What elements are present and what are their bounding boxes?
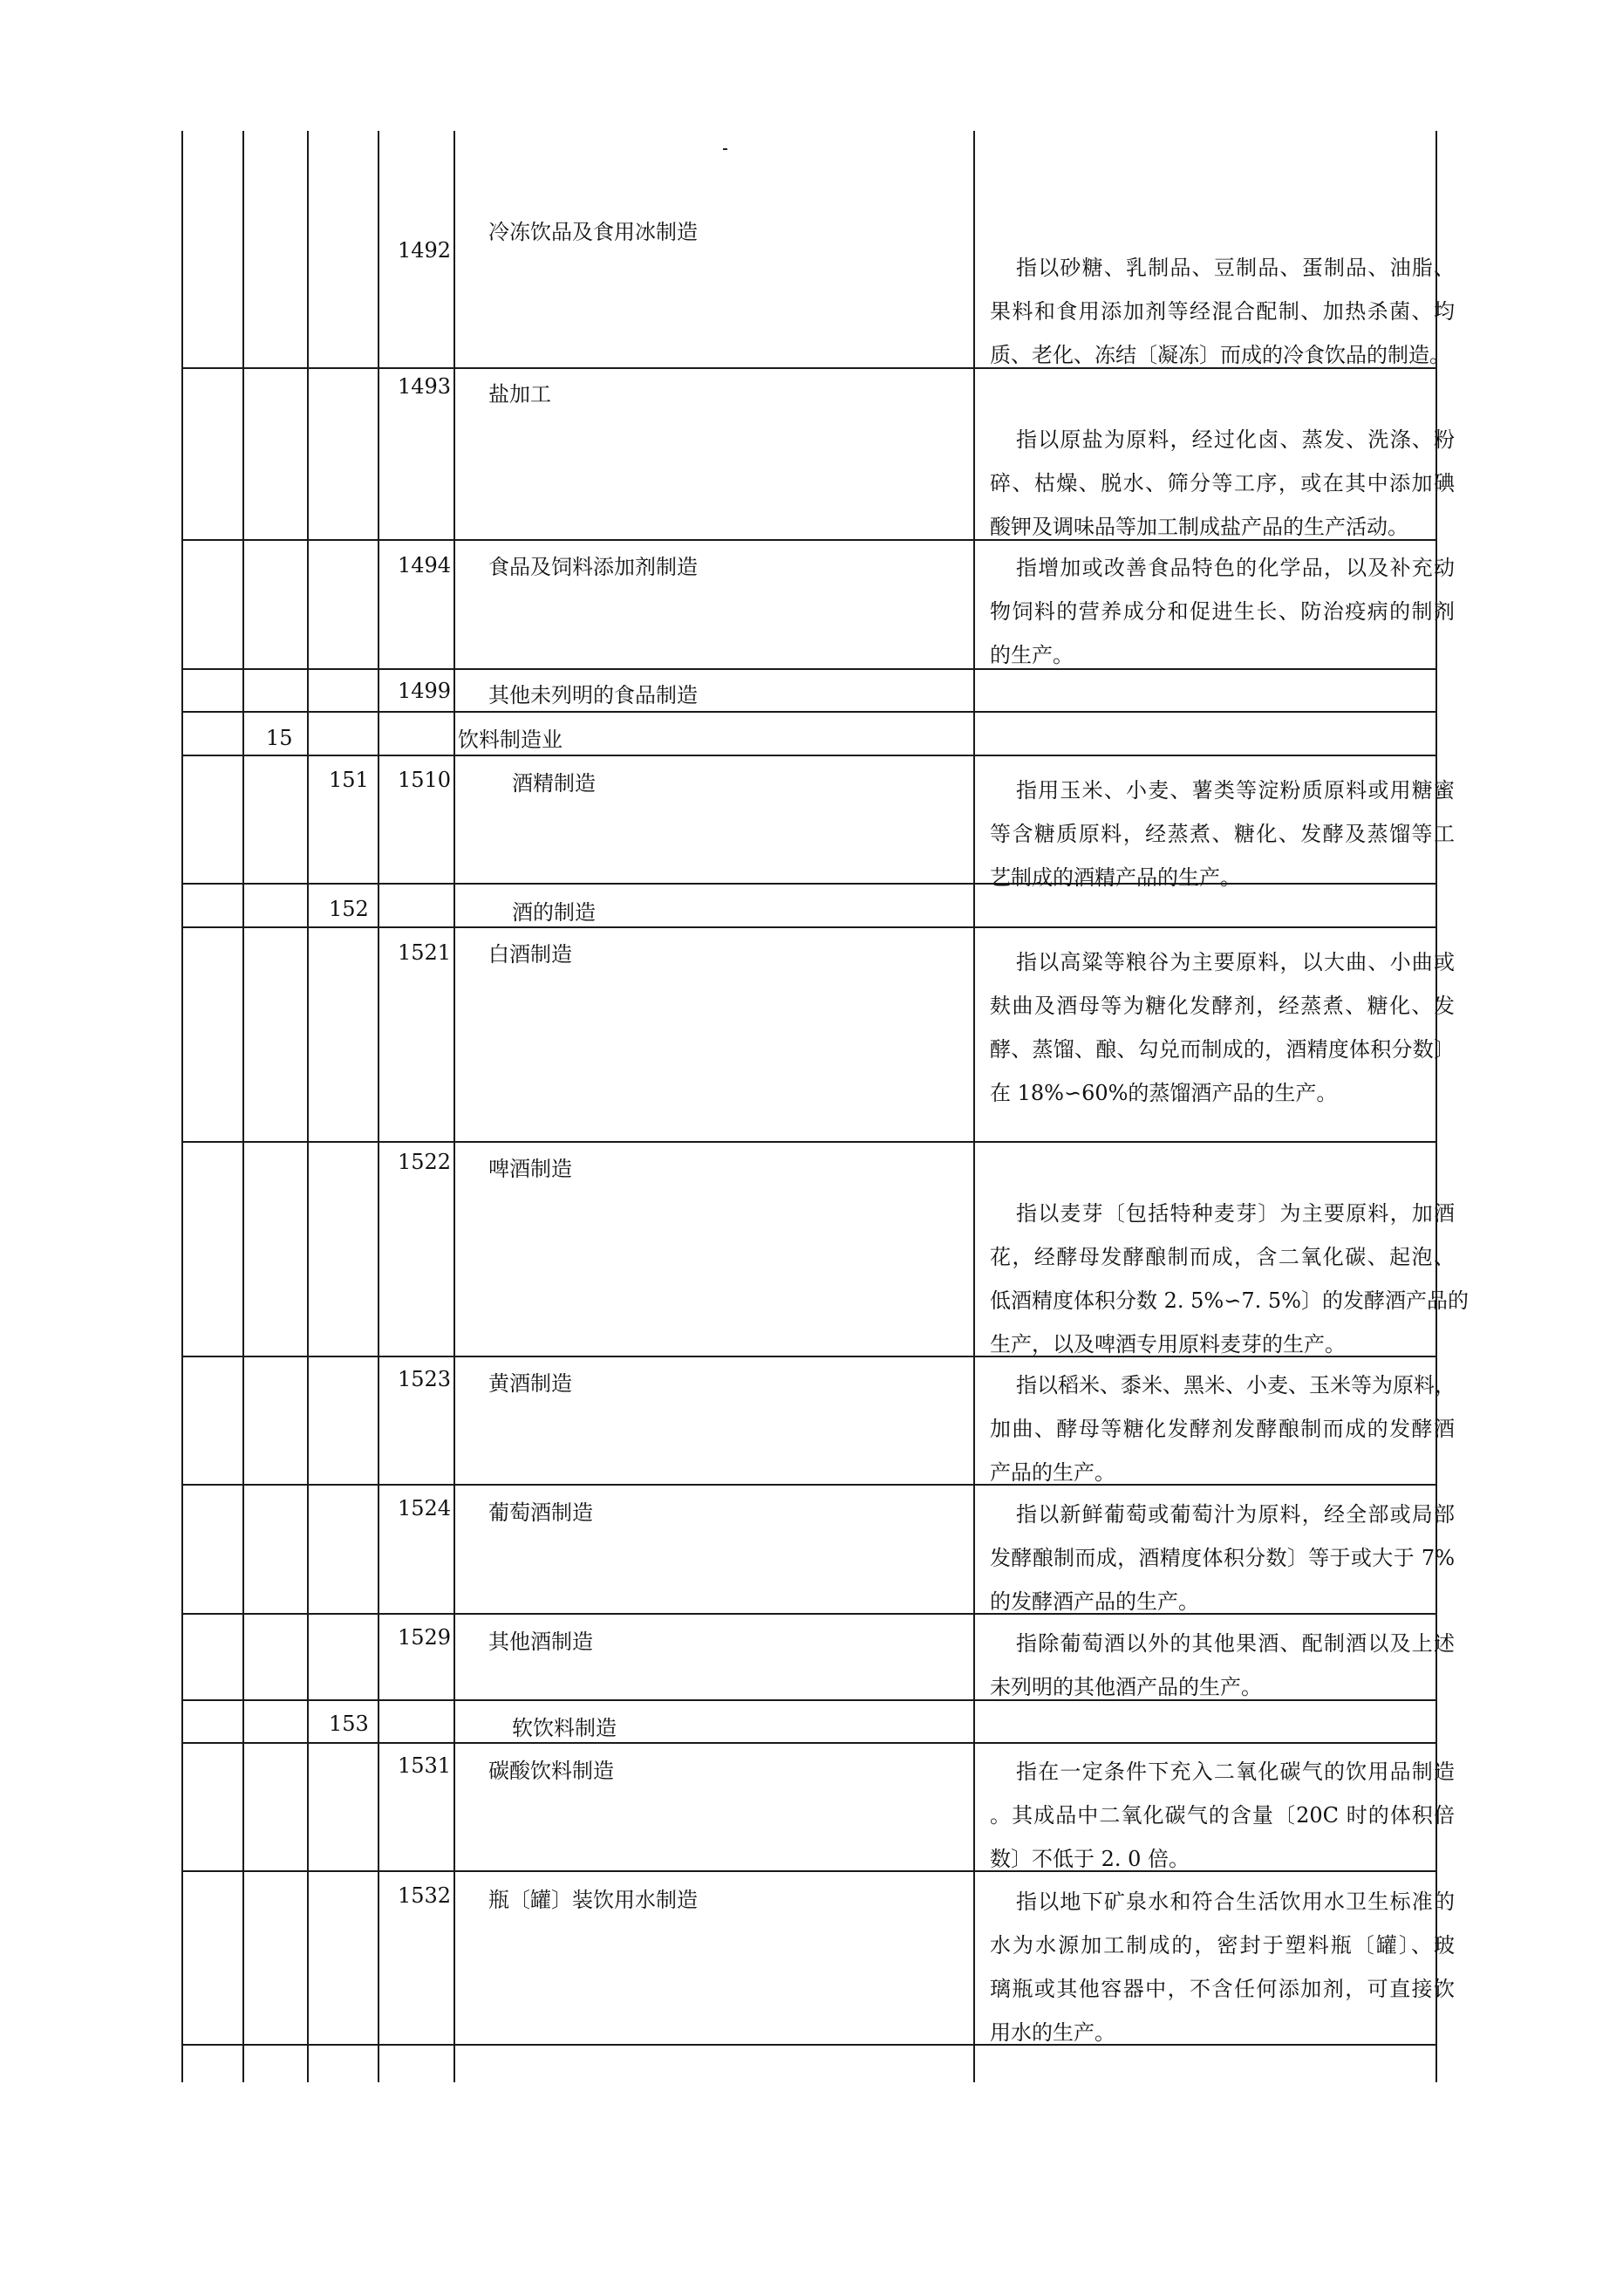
code-minor: 1529	[398, 1625, 452, 1650]
table-border-left	[181, 131, 183, 2082]
item-description: 指以稻米、黍米、黑米、小麦、玉米等为原料， 加曲、酵母等糖化发酵剂发酵酿制而成的发酵酒 产品的生产。	[990, 1373, 1456, 1485]
item-description: 指除葡萄酒以外的其他果酒、配制酒以及上述 未列明的其他酒产品的生产。	[990, 1631, 1455, 1699]
stray-mark	[723, 148, 727, 150]
item-name: 瓶〔罐〕装饮用水制造	[488, 1888, 698, 1912]
row-divider	[181, 926, 1437, 928]
row-divider	[181, 755, 1437, 756]
column-divider	[307, 131, 309, 2082]
row-divider	[181, 1742, 1437, 1744]
code-mid: 153	[329, 1712, 369, 1736]
item-name: 软饮料制造	[512, 1716, 617, 1740]
code-minor: 1524	[398, 1496, 452, 1520]
code-minor: 1510	[398, 768, 452, 792]
item-description: 指以地下矿泉水和符合生活饮用水卫生标准的 水为水源加工制成的，密封于塑料瓶〔罐〕、玻 璃瓶或其他容器中，不含任何添加剂，可直接饮 用水的生产。	[990, 1889, 1455, 2045]
column-divider	[378, 131, 379, 2082]
item-name: 啤酒制造	[488, 1157, 572, 1181]
row-divider	[181, 1141, 1437, 1143]
column-divider	[453, 131, 455, 2082]
item-description: 指在一定条件下充入二氧化碳气的饮用品制造 。其成品中二氧化碳气的含量〔20C 时的体积倍 数〕不低于 2. 0 倍。	[990, 1760, 1455, 1871]
item-name: 食品及饲料添加剂制造	[488, 555, 698, 579]
code-minor: 1499	[398, 679, 452, 703]
code-major: 15	[266, 726, 293, 750]
code-minor: 1494	[398, 553, 452, 577]
code-minor: 1532	[398, 1883, 452, 1908]
code-minor: 1523	[398, 1367, 452, 1391]
item-name: 酒精制造	[512, 771, 596, 796]
item-description: 指以高粱等粮谷为主要原料，以大曲、小曲或 麸曲及酒母等为糖化发酵剂，经蒸煮、糖化、发 酵、蒸馏、酿、勾兑而制成的，酒精度体积分数〕 在 18%∽60%的蒸馏酒产品的生产。	[990, 950, 1455, 1105]
code-mid: 151	[329, 768, 369, 792]
item-name: 其他酒制造	[488, 1630, 593, 1654]
code-minor: 1492	[398, 238, 452, 263]
code-minor: 1531	[398, 1753, 452, 1778]
item-description: 指用玉米、小麦、薯类等淀粉质原料或用糖蜜 等含糖质原料，经蒸煮、糖化、发酵及蒸馏等工 艺制成的酒精产品的生产。	[990, 778, 1455, 890]
code-minor: 1493	[398, 374, 452, 399]
row-divider	[181, 711, 1437, 713]
column-divider	[242, 131, 244, 2082]
item-name: 碳酸饮料制造	[488, 1759, 614, 1783]
item-description: 指以新鲜葡萄或葡萄汁为原料，经全部或局部 发酵酿制而成，酒精度体积分数〕等于或大于 7% 的发酵酒产品的生产。	[990, 1502, 1455, 1614]
code-minor: 1521	[398, 940, 452, 965]
code-mid: 152	[329, 897, 369, 921]
item-name: 饮料制造业	[458, 728, 563, 752]
item-description: 指以麦芽〔包括特种麦芽〕为主要原料，加酒 花，经酵母发酵酿制而成，含二氧化碳、起泡、 低酒精度体积分数 2. 5%∽7. 5%〕的发酵酒产品的 生产，以及啤酒专用原料麦芽的生产。	[990, 1201, 1469, 1356]
item-name: 酒的制造	[512, 900, 596, 925]
item-name: 其他未列明的食品制造	[488, 683, 698, 707]
column-divider	[973, 131, 975, 2082]
item-description: 指以砂糖、乳制品、豆制品、蛋制品、油脂、 果料和食用添加剂等经混合配制、加热杀菌、均 质、老化、冻结〔凝冻〕而成的冷食饮品的制造。	[990, 256, 1455, 367]
item-description: 指以原盐为原料，经过化卤、蒸发、洗涤、粉 碎、枯燥、脱水、筛分等工序，或在其中添加碘 酸钾及调味品等加工制成盐产品的生产活动。	[990, 427, 1455, 539]
item-name: 白酒制造	[488, 942, 572, 967]
item-name: 黄酒制造	[488, 1371, 572, 1396]
code-minor: 1522	[398, 1150, 452, 1174]
item-name: 葡萄酒制造	[488, 1500, 593, 1525]
item-description: 指增加或改善食品特色的化学品，以及补充动 物饲料的营养成分和促进生长、防治疫病的制剂 的生产。	[990, 556, 1455, 667]
item-name: 盐加工	[488, 382, 551, 407]
item-name: 冷冻饮品及食用冰制造	[488, 220, 698, 244]
